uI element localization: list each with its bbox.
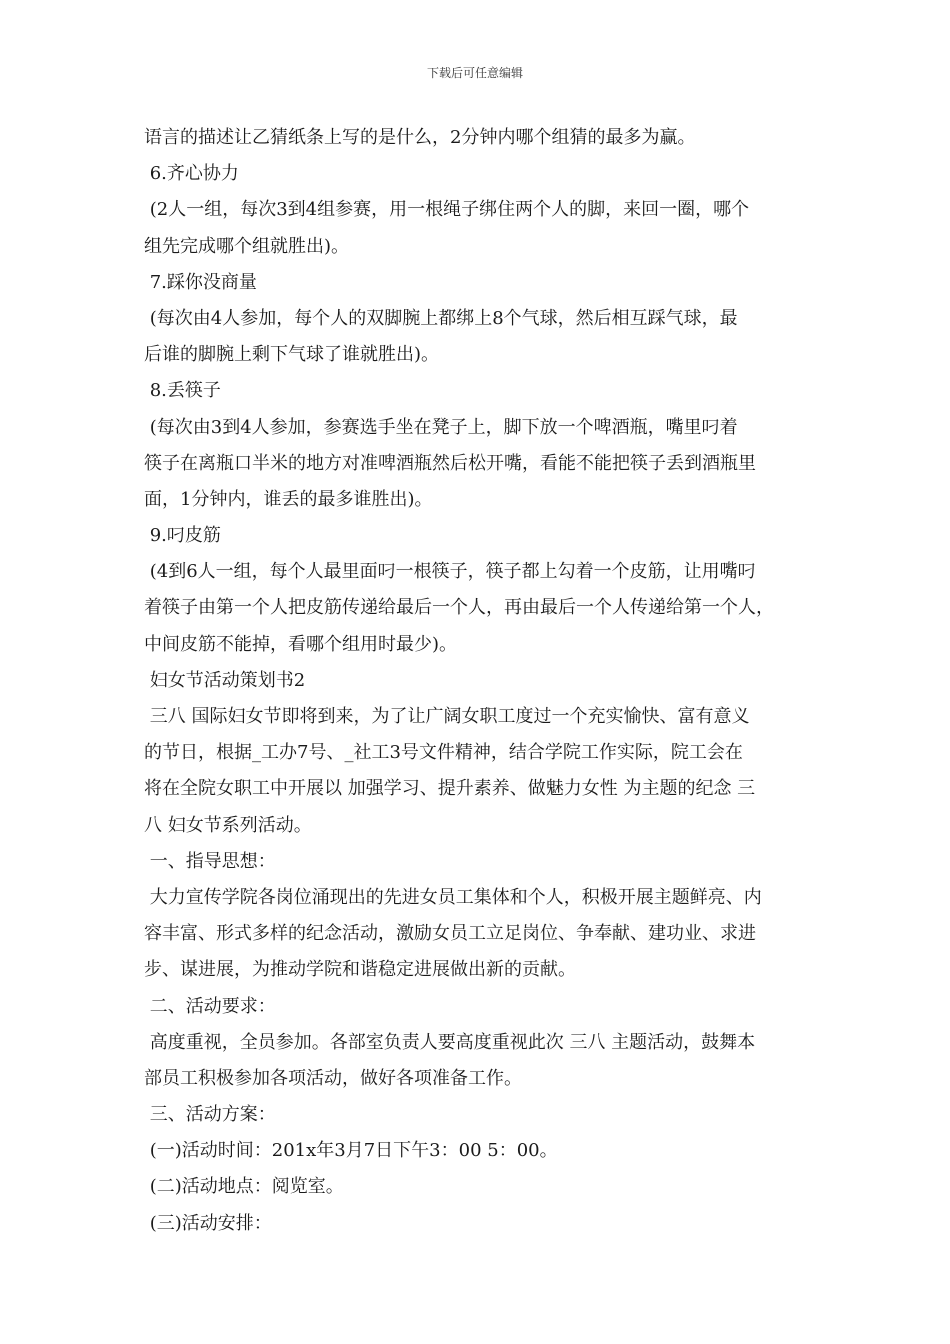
list-item: (一)活动时间：201x年3月7日下午3：00 5：00。 bbox=[144, 1140, 558, 1162]
text-line: (每次由3到4人参加，参赛选手坐在凳子上，脚下放一个啤酒瓶，嘴里叼着 bbox=[144, 416, 738, 438]
section-heading: 三、活动方案： bbox=[144, 1104, 276, 1126]
text-line: 大力宣传学院各岗位涌现出的先进女员工集体和个人，积极开展主题鲜亮、内 bbox=[144, 886, 762, 908]
text-line: 着筷子由第一个人把皮筋传递给最后一个人，再由最后一个人传递给第一个人， bbox=[144, 597, 774, 619]
section-heading: 7.踩你没商量 bbox=[144, 271, 257, 293]
section-heading: 8.丢筷子 bbox=[144, 380, 221, 402]
text-line: 组先完成哪个组就胜出)。 bbox=[144, 235, 350, 257]
section-heading: 一、指导思想： bbox=[144, 850, 276, 872]
text-line: 步、谋进展，为推动学院和谐稳定进展做出新的贡献。 bbox=[144, 959, 576, 981]
list-item: (二)活动地点：阅览室。 bbox=[144, 1176, 344, 1198]
text-line: 的节日，根据_工办7号、_社工3号文件精神，结合学院工作实际，院工会在 bbox=[144, 742, 743, 764]
text-line: 中间皮筋不能掉，看哪个组用时最少)。 bbox=[144, 633, 458, 655]
text-line: 将在全院女职工中开展以 加强学习、提升素养、做魅力女性 为主题的纪念 三 bbox=[144, 778, 756, 800]
section-heading: 9.叼皮筋 bbox=[144, 525, 221, 547]
text-line: 三八 国际妇女节即将到来，为了让广阔女职工度过一个充实愉快、富有意义 bbox=[144, 706, 750, 727]
text-line: 高度重视，全员参加。各部室负责人要高度重视此次 三八 主题活动，鼓舞本 bbox=[144, 1031, 756, 1053]
text-line: 后谁的脚腕上剩下气球了谁就胜出)。 bbox=[144, 344, 440, 366]
text-line: 面，1分钟内，谁丢的最多谁胜出)。 bbox=[144, 488, 433, 510]
text-line: 语言的描述让乙猜纸条上写的是什么，2分钟内哪个组猜的最多为赢。 bbox=[144, 127, 696, 148]
text-line: (每次由4人参加，每个人的双脚腕上都绑上8个气球，然后相互踩气球，最 bbox=[144, 307, 738, 329]
text-line: 筷子在离瓶口半米的地方对准啤酒瓶然后松开嘴，看能不能把筷子丢到酒瓶里 bbox=[144, 452, 756, 474]
page-header-note: 下载后可任意编辑 bbox=[426, 66, 523, 80]
text-line: 容丰富、形式多样的纪念活动，激励女员工立足岗位、争奉献、建功业、求进 bbox=[144, 923, 756, 945]
list-item: (三)活动安排： bbox=[144, 1212, 272, 1234]
text-line: (2人一组，每次3到4组参赛，用一根绳子绑住两个人的脚，来回一圈，哪个 bbox=[144, 199, 750, 221]
section-heading: 6.齐心协力 bbox=[144, 163, 239, 185]
document-body bbox=[144, 120, 824, 1242]
text-line: 八 妇女节系列活动。 bbox=[144, 814, 312, 836]
text-line: 部员工积极参加各项活动，做好各项准备工作。 bbox=[144, 1067, 522, 1089]
document-title: 妇女节活动策划书2 bbox=[144, 669, 306, 691]
text-line: (4到6人一组，每个人最里面叼一根筷子，筷子都上勾着一个皮筋，让用嘴叼 bbox=[144, 561, 756, 583]
section-heading: 二、活动要求： bbox=[144, 995, 276, 1017]
